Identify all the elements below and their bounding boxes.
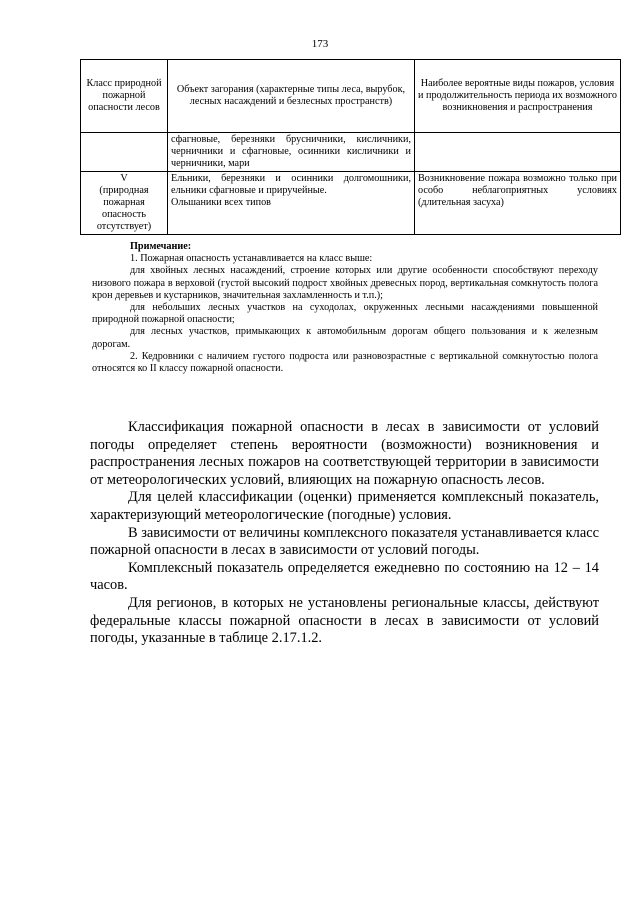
note-item: для лесных участков, примыкающих к автомобильным дорогам общего пользования и к железным дорогам. [92,326,598,350]
body-text [90,419,599,648]
body-paragraph: В зависимости от величины комплексного показателя устанавливается класс пожарной опасности в лесах в зависимости от условий погоды. [90,524,599,559]
body-paragraph: Комплексный показатель определяется ежедневно по состоянию на 12 – 14 часов. [90,559,599,594]
table-cell-forest-types [168,172,415,235]
note-item: 1. Пожарная опасность устанавливается на класс выше: [130,253,373,265]
class-number: V [120,173,128,184]
table-cell [415,133,621,172]
table-cell-fire-conditions: Возникновение пожара возможно только при особо неблагоприятных условиях (длительная засуха) [415,172,621,235]
forest-types-main: Ельники, березняки и осинники долгомошники, ельники сфагновые и приручейные. [171,173,411,196]
note-item: для небольших лесных участков на суходолах, окруженных лесными насаждениями повышенной природной пожарной опасности; [92,302,598,326]
table-cell [81,133,168,172]
table-cell-class-v [81,172,168,235]
body-paragraph: Классификация пожарной опасности в лесах в зависимости от условий погоды определяет степень вероятности (возможности) возникновения и распространения лесных пожаров на соответствующей территории в зависимости от метеорологических условий, влияющих на пожарную опасность лесов. [90,419,599,488]
table-note [92,241,598,375]
header-ignition-object: Объект загорания (характерные типы леса, вырубок, лесных насаждений и безлесных пространств) [168,60,415,133]
page-number: 173 [311,38,329,50]
note-item: 2. Кедровники с наличием густого подроста или разновозрастные с вертикальной сомкнутостью полога относятся ко II классу пожарной опасности. [92,350,598,375]
table-row [81,172,621,235]
table-row [81,133,621,172]
table-cell-forest-types: сфагновые, березняки брусничники, кисличники, черничники и сфагновые, осинники кисличники и черничники, мари [168,133,415,172]
table-header-row [81,60,621,133]
forest-types-extra: Ольшаники всех типов [171,197,271,208]
header-fire-class: Класс природной пожарной опасности лесов [81,60,168,133]
header-fire-types: Наиболее вероятные виды пожаров, условия и продолжительность периода их возможного возникновения и распространения [415,60,621,133]
body-paragraph: Для целей классификации (оценки) применяется комплексный показатель, характеризующий метеорологические (погодные) условия. [90,489,599,523]
fire-danger-table [80,59,621,235]
class-description: (природная пожарная опасность отсутствует) [96,185,152,232]
note-title: Примечание: [130,241,192,252]
note-item: для хвойных лесных насаждений, строение которых или другие особенности способствуют переходу низового пожара в верховой (густой высокий подрост хвойных древесных пород, вертикальная сомкнутость полога крон деревьев и кустарников, значительная захламленность и т.п.); [92,265,598,301]
body-paragraph: Для регионов, в которых не установлены региональные классы, действуют федеральные классы пожарной опасности в лесах в зависимости от условий погоды, указанные в таблице 2.17.1.2. [90,594,599,647]
